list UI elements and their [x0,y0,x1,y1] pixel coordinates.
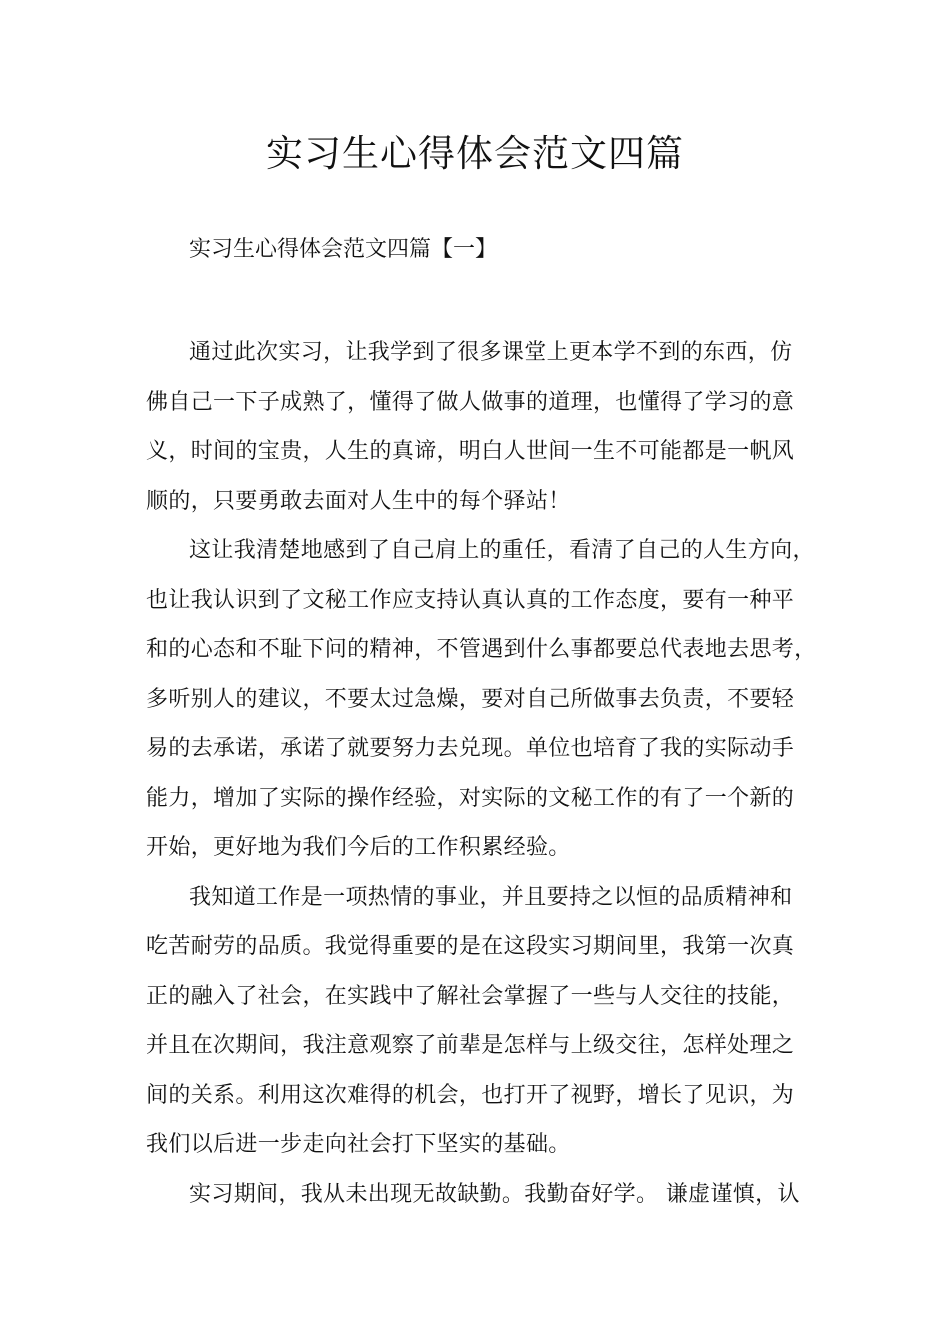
text-line: 吃苦耐劳的品质。我觉得重要的是在这段实习期间里，我第一次真 [146,934,795,959]
text-line: 能力，增加了实际的操作经验，对实际的文秘工作的有了一个新的 [146,785,795,811]
text-line: 间的关系。利用这次难得的机会，也打开了视野，增长了见识，为 [146,1082,795,1108]
paragraph [146,526,830,873]
text-line: 并且在次期间，我注意观察了前辈是怎样与上级交往，怎样处理之 [146,1033,795,1058]
text-line: 也让我认识到了文秘工作应支持认真认真的工作态度，要有一种平 [146,587,795,613]
paragraph [146,1170,830,1220]
document-title: 实习生心得体会范文四篇 [266,132,684,175]
text-line: 和的心态和不耻下问的精神，不管遇到什么事都要总代表地去思考， [146,637,817,662]
text-line: 顺的，只要勇敢去面对人生中的每个驿站！ [146,488,571,514]
text-line: 佛自己一下子成熟了，懂得了做人做事的道理，也懂得了学习的意 [146,389,795,415]
text-line: 多听别人的建议，不要太过急燥，要对自己所做事去负责，不要轻 [146,686,795,712]
text-line: 通过此次实习，让我学到了很多课堂上更本学不到的东西，仿 [189,340,793,365]
text-line: 实习期间，我从未出现无故缺勤。我勤奋好学。 谦虚谨慎，认 [189,1181,800,1207]
paragraph [146,328,830,526]
text-line: 这让我清楚地感到了自己肩上的重任，看清了自己的人生方向， [189,538,815,563]
text-line: 开始，更好地为我们今后的工作积累经验。 [146,835,571,860]
section-heading: 实习生心得体会范文四篇【一】 [189,237,498,262]
text-line: 正的融入了社会，在实践中了解社会掌握了一些与人交往的技能， [146,983,795,1009]
document-body [146,328,830,1219]
text-line: 我知道工作是一项热情的事业，并且要持之以恒的品质精神和 [189,884,793,910]
paragraph [146,873,830,1170]
text-line: 义，时间的宝贵，人生的真谛，明白人世间一生不可能都是一帆风 [146,439,795,464]
text-line: 我们以后进一步走向社会打下坚实的基础。 [146,1132,571,1157]
text-line: 易的去承诺，承诺了就要努力去兑现。单位也培育了我的实际动手 [146,736,795,761]
